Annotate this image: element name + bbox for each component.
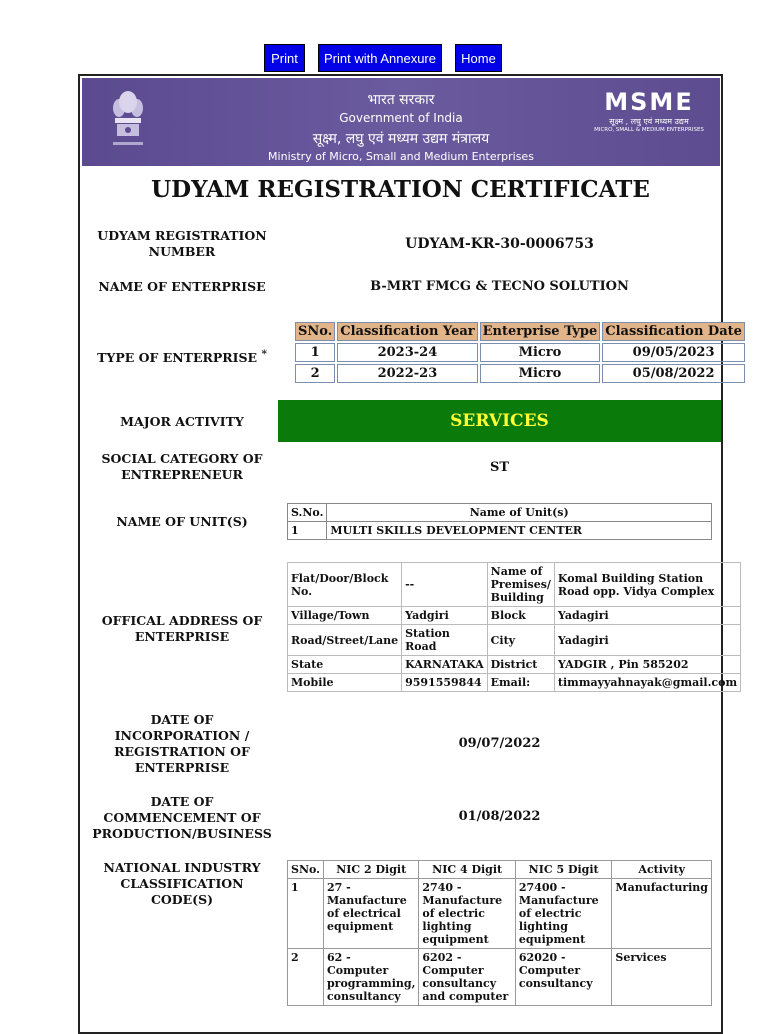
table-header-row xyxy=(288,861,712,879)
mobile-value: 9591559844 xyxy=(402,674,488,692)
msme-hindi-tagline: सूक्ष्म , लघु एवं मध्यम उद्यम xyxy=(609,117,689,126)
table-header: Classification Year xyxy=(337,322,477,341)
units-label: NAME OF UNIT(S) xyxy=(116,514,248,529)
district-label: District xyxy=(487,656,554,674)
enterprise-type-label-text: TYPE OF ENTERPRISE xyxy=(97,350,258,366)
table-cell: MULTI SKILLS DEVELOPMENT CENTER xyxy=(327,522,712,540)
hindi-government-text: भारत सरकार xyxy=(367,92,435,108)
district-value: YADGIR , Pin 585202 xyxy=(554,656,740,674)
table-cell: 2740 - Manufacture of electric lighting equipment xyxy=(419,879,516,949)
registration-number-label: UDYAM REGISTRATION NUMBER xyxy=(97,228,267,259)
premises-value: Komal Building Station Road opp. Vidya Complex xyxy=(554,563,740,607)
table-cell: 1 xyxy=(288,522,327,540)
flat-value: -- xyxy=(402,563,488,607)
table-cell: 1 xyxy=(288,879,324,949)
incorporation-date-label: DATE OF INCORPORATION / REGISTRATION OF ENTERPRISE xyxy=(114,712,250,775)
city-value: Yadagiri xyxy=(554,625,740,656)
table-cell: Services xyxy=(612,949,712,1006)
table-header-row xyxy=(295,322,745,341)
table-header: SNo. xyxy=(288,861,324,879)
nic-code-label: NATIONAL INDUSTRY CLASSIFICATION CODE(S) xyxy=(103,860,261,907)
mobile-label: Mobile xyxy=(288,674,402,692)
social-category-value: ST xyxy=(489,460,510,475)
major-activity-value: SERVICES xyxy=(278,400,721,442)
table-header: SNo. xyxy=(295,322,335,341)
table-cell: 2 xyxy=(288,949,324,1006)
enterprise-name-label: NAME OF ENTERPRISE xyxy=(98,279,266,294)
table-header: NIC 5 Digit xyxy=(515,861,612,879)
table-row xyxy=(288,607,741,625)
table-header-row xyxy=(288,504,712,522)
table-row xyxy=(288,625,741,656)
government-of-india-text: Government of India xyxy=(339,111,463,125)
table-cell: Micro xyxy=(480,343,601,362)
state-label: State xyxy=(288,656,402,674)
table-row xyxy=(295,343,745,362)
table-header: Classification Date xyxy=(602,322,745,341)
table-header: Activity xyxy=(612,861,712,879)
premises-label: Name of Premises/ Building xyxy=(487,563,554,607)
table-header: NIC 2 Digit xyxy=(323,861,418,879)
table-row xyxy=(295,364,745,383)
table-cell: 6202 - Computer consultancy and computer xyxy=(419,949,516,1006)
home-button[interactable]: Home xyxy=(455,44,502,72)
table-cell: Micro xyxy=(480,364,601,383)
table-cell: 62 - Computer programming, consultancy xyxy=(323,949,418,1006)
ministry-banner xyxy=(82,78,720,166)
registration-number-value: UDYAM-KR-30-0006753 xyxy=(405,236,594,252)
state-value: KARNATAKA xyxy=(402,656,488,674)
table-row xyxy=(288,674,741,692)
table-row xyxy=(288,522,712,540)
hindi-ministry-text: सूक्ष्म, लघु एवं मध्यम उद्यम मंत्रालय xyxy=(312,131,490,147)
flat-label: Flat/Door/Block No. xyxy=(288,563,402,607)
social-category-label: SOCIAL CATEGORY OF ENTREPRENEUR xyxy=(101,451,263,482)
enterprise-type-label xyxy=(88,346,276,366)
incorporation-date-value: 09/07/2022 xyxy=(458,736,541,751)
enterprise-type-marker: * xyxy=(261,348,267,360)
table-row xyxy=(288,879,712,949)
table-cell: 27 - Manufacture of electrical equipment xyxy=(323,879,418,949)
msme-logo xyxy=(594,90,704,133)
table-cell: 62020 - Computer consultancy xyxy=(515,949,612,1006)
ministry-name-text: Ministry of Micro, Small and Medium Enterprises xyxy=(268,150,534,163)
table-cell: Manufacturing xyxy=(612,879,712,949)
table-row xyxy=(288,563,741,607)
print-button[interactable]: Print xyxy=(264,44,305,72)
table-cell: 2 xyxy=(295,364,335,383)
msme-logo-text: MSME xyxy=(604,88,694,116)
msme-english-tagline: MICRO, SMALL & MEDIUM ENTERPRISES xyxy=(594,127,704,133)
major-activity-label: MAJOR ACTIVITY xyxy=(120,414,244,429)
table-row xyxy=(288,656,741,674)
table-cell: 05/08/2022 xyxy=(602,364,745,383)
table-row xyxy=(288,949,712,1006)
table-header: Name of Unit(s) xyxy=(327,504,712,522)
address-table xyxy=(287,562,741,692)
table-cell: 09/05/2023 xyxy=(602,343,745,362)
address-label: OFFICAL ADDRESS OF ENTERPRISE xyxy=(101,613,263,644)
table-header: NIC 4 Digit xyxy=(419,861,516,879)
certificate-title: UDYAM REGISTRATION CERTIFICATE xyxy=(151,176,650,203)
commencement-date-value: 01/08/2022 xyxy=(458,809,541,824)
table-cell: 2022-23 xyxy=(337,364,477,383)
city-label: City xyxy=(487,625,554,656)
table-cell: 1 xyxy=(295,343,335,362)
village-value: Yadgiri xyxy=(402,607,488,625)
classification-table xyxy=(293,320,747,385)
road-value: Station Road xyxy=(402,625,488,656)
block-label: Block xyxy=(487,607,554,625)
block-value: Yadagiri xyxy=(554,607,740,625)
enterprise-name-value: B-MRT FMCG & TECNO SOLUTION xyxy=(370,279,629,294)
table-cell: 2023-24 xyxy=(337,343,477,362)
commencement-date-label: DATE OF COMMENCEMENT OF PRODUCTION/BUSINESS xyxy=(92,794,272,841)
table-cell: 27400 - Manufacture of electric lighting equipment xyxy=(515,879,612,949)
village-label: Village/Town xyxy=(288,607,402,625)
certificate-frame xyxy=(78,74,742,1034)
toolbar xyxy=(0,44,768,74)
units-table xyxy=(287,503,712,540)
road-label: Road/Street/Lane xyxy=(288,625,402,656)
email-label: Email: xyxy=(487,674,554,692)
table-header: S.No. xyxy=(288,504,327,522)
print-with-annexure-button[interactable]: Print with Annexure xyxy=(318,44,442,72)
email-value: timmayyahnayak@gmail.com xyxy=(554,674,740,692)
nic-code-table xyxy=(287,860,712,1006)
table-header: Enterprise Type xyxy=(480,322,601,341)
